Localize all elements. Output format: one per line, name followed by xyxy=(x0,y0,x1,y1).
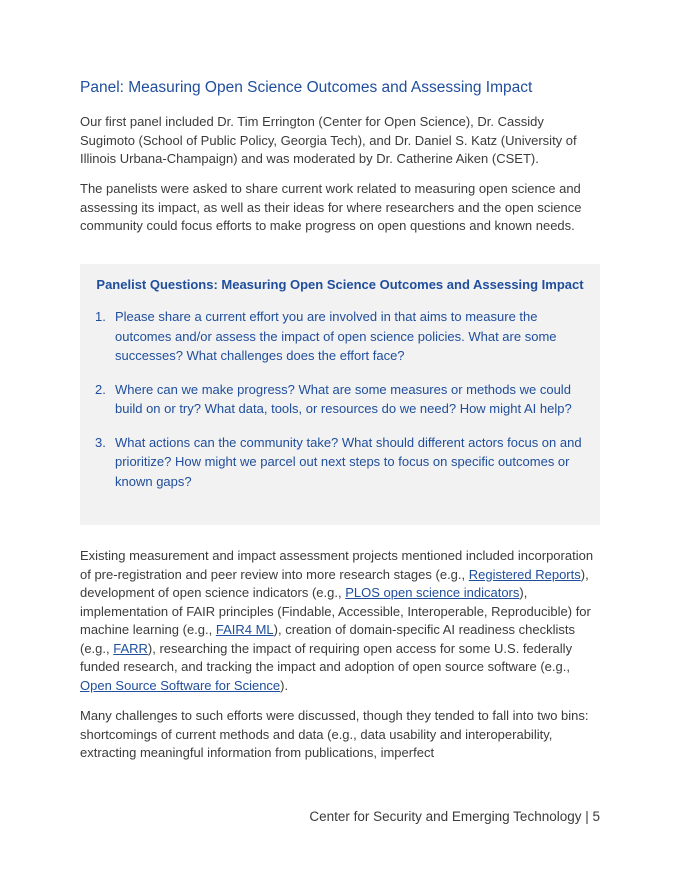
fair4ml-link[interactable]: FAIR4 ML xyxy=(215,622,274,637)
question-text: Where can we make progress? What are some measures or methods we could build on or try? What data, tools, or resources do we need? How might AI help? xyxy=(115,381,572,416)
projects-text: ), creation of domain-specific AI readiness checklists (e.g., xyxy=(80,622,575,656)
projects-paragraph xyxy=(80,547,600,695)
section-heading: Panel: Measuring Open Science Outcomes and Assessing Impact xyxy=(80,79,533,96)
projects-text: Existing measurement and impact assessment projects mentioned included incorporation of pre-registration and peer review into more research stages (e.g., xyxy=(80,548,594,582)
panelist-questions-title: Panelist Questions: Measuring Open Science Outcomes and Assessing Impact xyxy=(96,277,584,292)
panelist-questions-list xyxy=(95,307,585,505)
question-number: 2. xyxy=(95,381,106,397)
question-number: 3. xyxy=(95,434,106,450)
page-footer: Center for Security and Emerging Technology | 5 xyxy=(309,809,600,824)
question-text: What actions can the community take? What should different actors focus on and prioritize? How might we parcel out next steps to focus on specific outcomes or known gaps? xyxy=(115,434,582,489)
oss-for-science-link[interactable]: Open Source Software for Science xyxy=(80,677,281,693)
registered-reports-link[interactable]: Registered Reports xyxy=(468,566,581,582)
panel-task-paragraph: The panelists were asked to share current work related to measuring open science and assessing its impact, as well as their ideas for where researchers and the open science community could focus efforts to make progress on open questions and known needs. xyxy=(80,181,582,233)
question-item xyxy=(95,380,585,419)
question-number: 1. xyxy=(95,309,106,324)
panelist-questions-box xyxy=(80,264,600,525)
projects-text: ), researching the impact of requiring open access for some U.S. federally funded research, and tracking the impact and adoption of open source software (e.g., xyxy=(80,640,573,674)
projects-text: ), development of open science indicators (e.g., xyxy=(80,566,589,600)
projects-text: ), implementation of FAIR principles (Findable, Accessible, Interoperable, Reproducible) for machine learning (e.g., xyxy=(80,585,591,637)
question-item xyxy=(95,433,585,492)
farr-link[interactable]: FARR xyxy=(113,640,148,656)
panel-intro-paragraph: Our first panel included Dr. Tim Errington (Center for Open Science), Dr. Cassidy Sugimoto (School of Public Policy, Georgia Tech), and Dr. Daniel S. Katz (University of Illinois Urbana-Champaign) and was moderated by Dr. Catherine Aiken (CSET). xyxy=(80,114,577,166)
plos-indicators-link[interactable]: PLOS open science indicators xyxy=(345,585,520,600)
question-item xyxy=(95,307,585,366)
question-text: Please share a current effort you are involved in that aims to measure the outcomes and/or assess the impact of open science policies. What are some successes? What challenges does the effort face? xyxy=(115,309,557,363)
challenges-paragraph: Many challenges to such efforts were discussed, though they tended to fall into two bins: shortcomings of current methods and data (e.g., data usability and interoperability, extracting meaningful information from publications, imperfect xyxy=(80,708,589,760)
projects-text: ). xyxy=(280,677,289,693)
